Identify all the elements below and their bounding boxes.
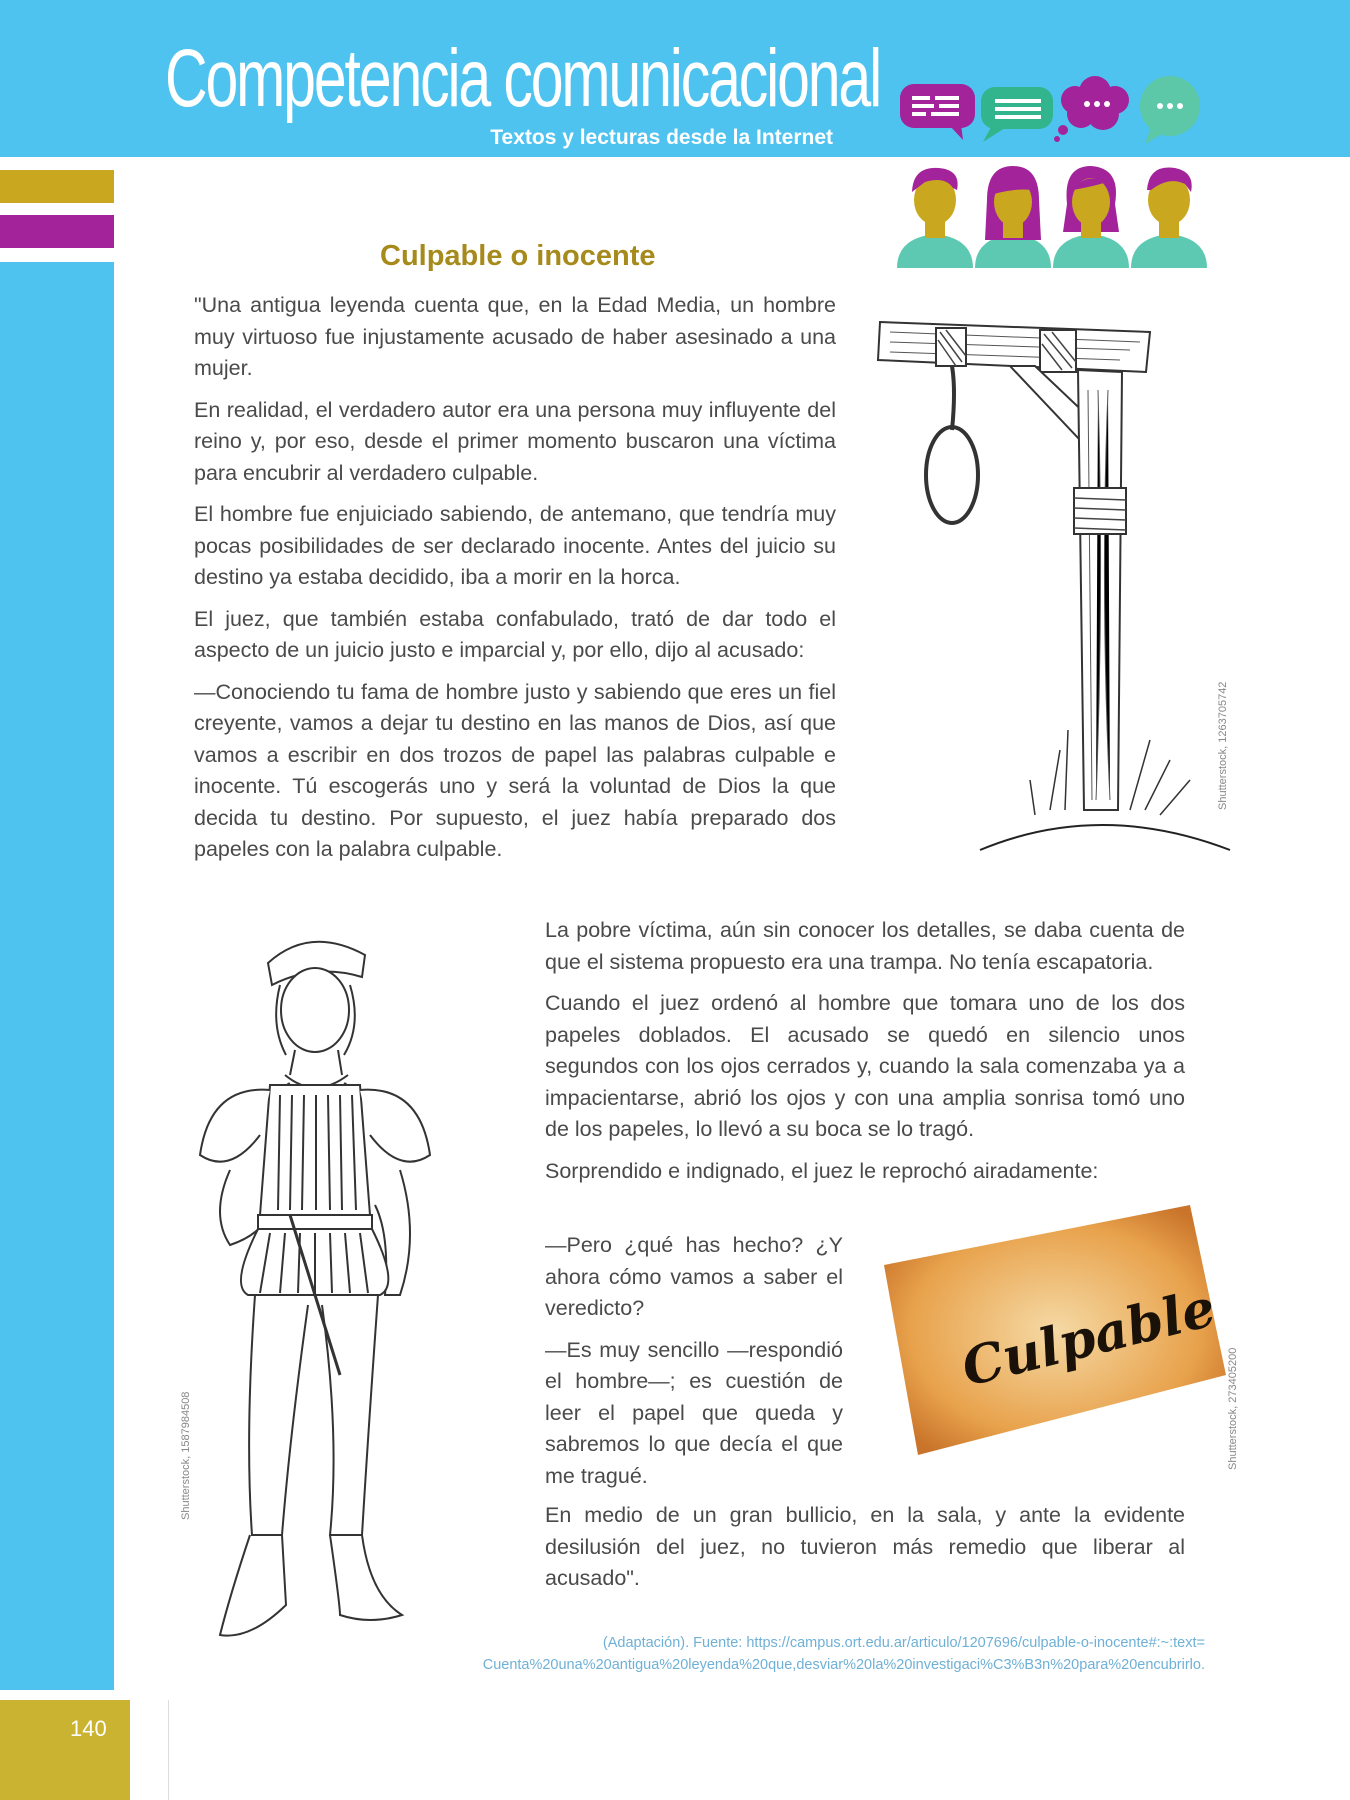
paragraph: El juez, que también estaba confabulado, trató de dar todo el aspecto de un juicio justo e imparcial y, por ello, dijo al acusado: (194, 606, 836, 662)
source-citation (445, 1632, 1205, 1676)
person-2-icon (975, 166, 1051, 268)
paper-word: Culpable (955, 1277, 1222, 1399)
page-number: 140 (70, 1716, 107, 1741)
paragraph: Sorprendido e indignado, el juez le reprochó airadamente: (545, 1158, 1099, 1183)
paragraph: —Pero ¿qué has hecho? ¿Y ahora cómo vamos a saber el veredicto? (545, 1233, 843, 1320)
paragraph: "Una antigua leyenda cuenta que, en la Edad Media, un hombre muy virtuoso fue injustamente acusado de haber asesinado a una mujer. (194, 293, 836, 380)
gallows-illustration (860, 310, 1240, 860)
left-side-strip (0, 262, 114, 1690)
paragraph: Cuando el juez ordenó al hombre que tomara uno de los dos papeles doblados. El acusado se quedó en silencio unos segundos con los ojos cerrados y, cuando la sala comenzaba ya a impacientarse, abrió los ojos y con una amplia sonrisa tomó uno de los papeles, lo llevó a su boca se lo tragó. (545, 991, 1185, 1141)
person-4-icon (1131, 167, 1207, 268)
divider (168, 1700, 169, 1800)
paragraph: En medio de un gran bullicio, en la sala, y ante la evidente desilusión del juez, no tuvieron más remedio que liberar al acusado". (545, 1503, 1185, 1590)
image-credit: Shutterstock, 1263705742 (1217, 681, 1229, 810)
paragraph: —Conociendo tu fama de hombre justo y sabiendo que eres un fiel creyente, vamos a dejar tu destino en las manos de Dios, así que vamos a escribir en dos trozos de papel las palabras culpable e inocente. Tú escogerás uno y será la voluntad de Dios la que decida tu destino. Por supuesto, el juez había preparado dos papeles con la palabra culpable. (194, 679, 836, 861)
green-bubble-icon (981, 87, 1053, 142)
purple-cloud-bubble-icon (1054, 76, 1129, 142)
speech-bubbles-icon (895, 72, 1210, 147)
purple-bubble-icon (900, 84, 975, 140)
paragraph: El hombre fue enjuiciado sabiendo, de antemano, que tendría muy pocas posibilidades de ser declarado inocente. Antes del juicio su destino ya estaba decidido, iba a morir en la horca. (194, 502, 836, 589)
paragraph: —Es muy sencillo —respondió el hombre—; es cuestión de leer el papel que queda y sabremos lo que decía el que me tragué. (545, 1337, 843, 1488)
story-text-part4 (545, 1500, 1185, 1605)
image-credit: Shutterstock, 273405200 (1227, 1347, 1239, 1470)
page-number-box (0, 1700, 130, 1800)
teal-bubble-icon (1140, 76, 1200, 144)
page-subtitle: Textos y lecturas desde la Internet (490, 126, 833, 149)
medieval-man-illustration (190, 915, 490, 1675)
story-text-part1 (194, 290, 836, 876)
paragraph: En realidad, el verdadero autor era una persona muy influyente del reino y, por eso, desde el primer momento buscaron una víctima para encubrir al verdadero culpable. (194, 397, 836, 485)
purple-bar (0, 215, 114, 248)
person-1-icon (897, 168, 973, 268)
paragraph: La pobre víctima, aún sin conocer los detalles, se daba cuenta de que el sistema propuesto era una trampa. No tenía escapatoria. (545, 918, 1185, 974)
person-3-icon (1053, 166, 1129, 268)
story-text-part2 (545, 915, 1185, 1197)
culpable-paper-illustration (870, 1195, 1230, 1465)
page-title: Competencia comunicacional (165, 33, 881, 124)
story-title: Culpable o inocente (380, 240, 656, 272)
source-line-2: Cuenta%20una%20antigua%20leyenda%20que,desviar%20la%20investigaci%C3%B3n%20para%20encubrirlo. (482, 1657, 1205, 1673)
gold-bar (0, 170, 114, 203)
story-text-part3 (545, 1230, 843, 1502)
source-line-1: (Adaptación). Fuente: https://campus.ort.edu.ar/articulo/1207696/culpable-o-inocente#:~:text= (602, 1635, 1205, 1651)
image-credit: Shutterstock, 1587984508 (180, 1391, 192, 1520)
people-icon (895, 160, 1210, 270)
